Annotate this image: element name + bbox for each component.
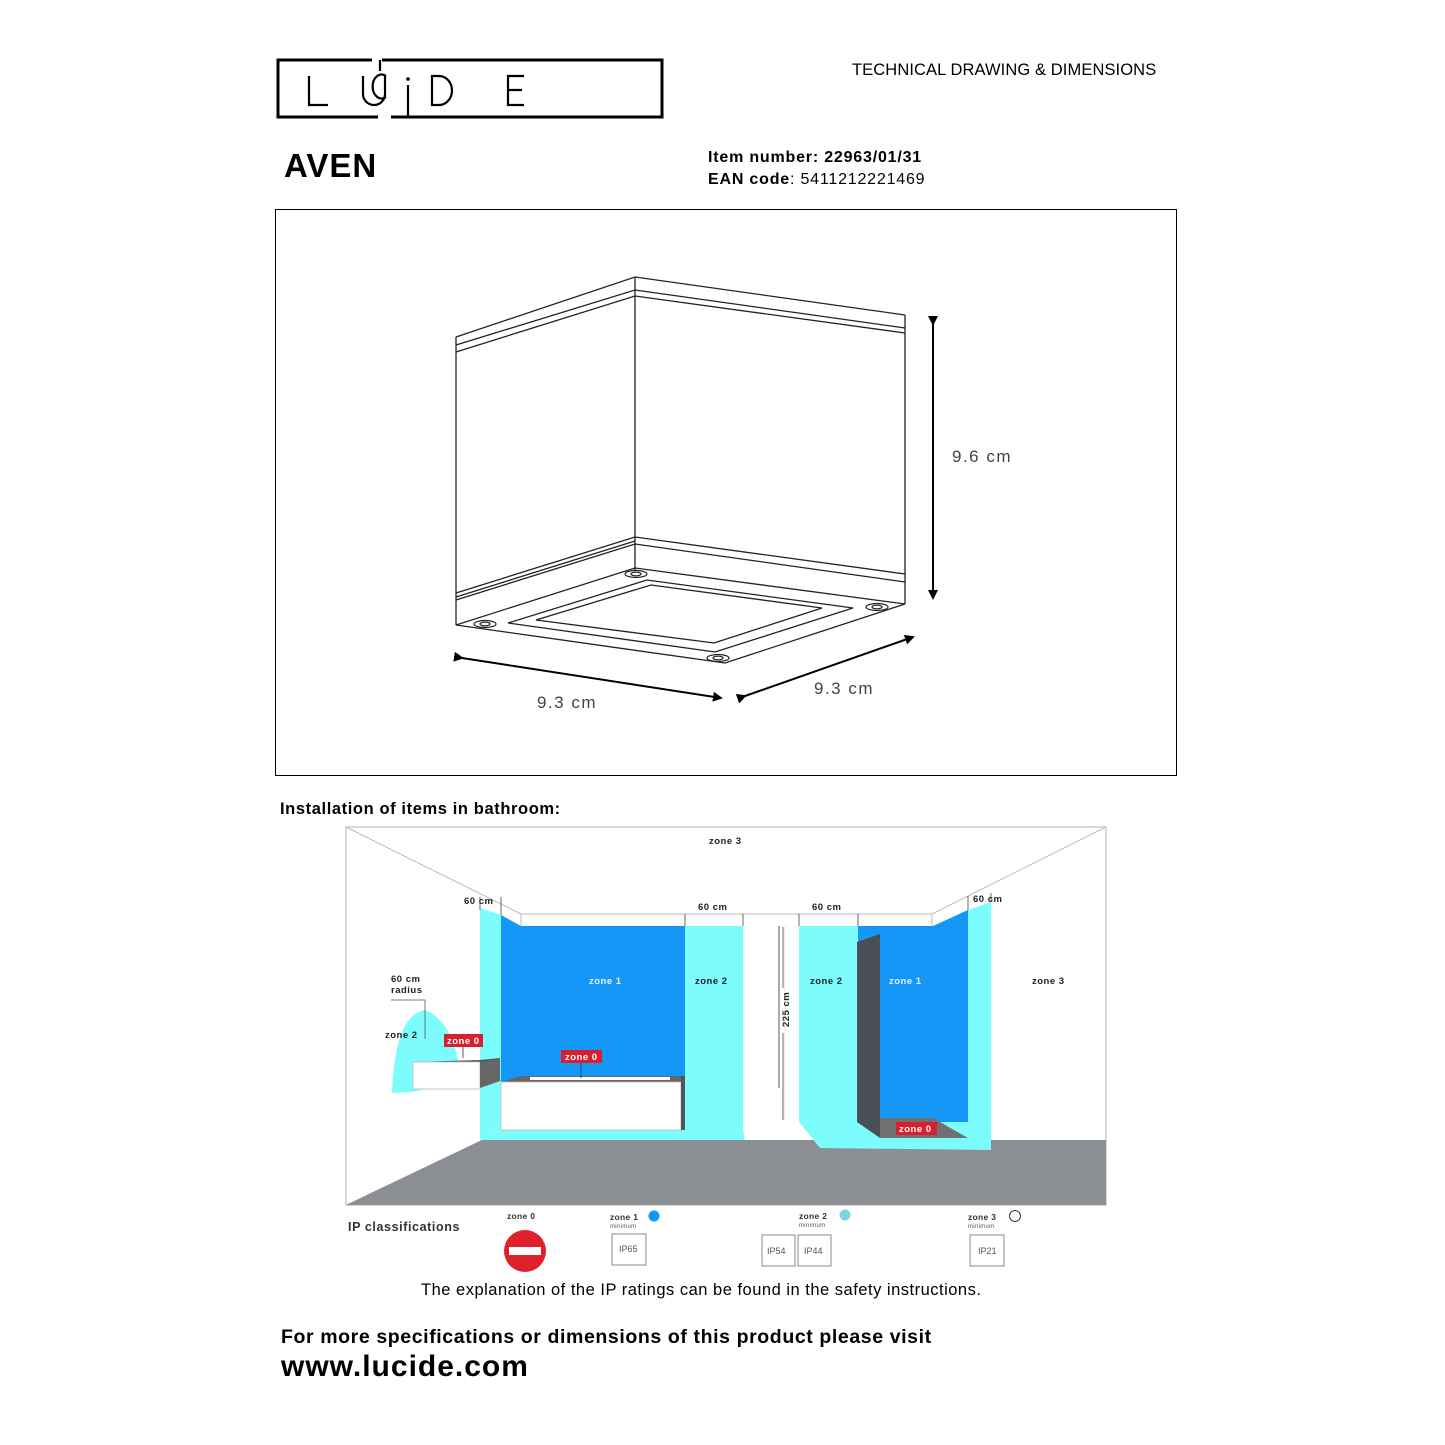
ean-value: : 5411212221469 (789, 171, 926, 188)
ip21-rating: IP21 (978, 1246, 997, 1256)
zone1-dot-icon (649, 1211, 660, 1222)
label-zone3-top: zone 3 (709, 836, 742, 847)
ip54-rating: IP54 (767, 1246, 786, 1256)
item-number-value: 22963/01/31 (824, 149, 922, 166)
sink (413, 1062, 480, 1089)
label-zone2-sink: zone 2 (385, 1030, 418, 1041)
shower-panel (857, 934, 880, 1138)
bathtub (501, 1082, 681, 1130)
label-zone0-bath: zone 0 (565, 1052, 598, 1063)
ip-title: IP classifications (348, 1220, 461, 1234)
label-zone1-shower: zone 1 (889, 976, 922, 987)
ean-code (708, 171, 925, 189)
item-number-label: Item number: (708, 149, 819, 166)
zone1-bath-wall (521, 926, 685, 1082)
ip-zone0-label: zone 0 (507, 1211, 536, 1221)
more-specs-text: For more specifications or dimensions of this product please visit (281, 1326, 932, 1348)
document-type: TECHNICAL DRAWING & DIMENSIONS (852, 61, 1157, 79)
label-radius-2: radius (391, 985, 423, 996)
label-60cm-right: 60 cm (973, 894, 1003, 905)
ip-zone3-minimum: minimum (968, 1224, 995, 1230)
cube-lamp-outline (456, 277, 905, 663)
ip-zone2-label: zone 2 (799, 1211, 828, 1221)
label-zone2-bath: zone 2 (695, 976, 728, 987)
website-link[interactable]: www.lucide.com (281, 1350, 529, 1383)
ip-ratings-note: The explanation of the IP ratings can be found in the safety instructions. (421, 1281, 982, 1299)
dimension-arrows (462, 324, 933, 698)
item-number (708, 149, 922, 167)
label-60cm-shower: 60 cm (812, 902, 842, 913)
lucide-logo (276, 45, 664, 119)
label-60cm-bath: 60 cm (698, 902, 728, 913)
product-name: AVEN (284, 147, 378, 184)
ip-zone1-label: zone 1 (610, 1212, 639, 1222)
label-radius-1: 60 cm (391, 974, 421, 985)
bathroom-zones-diagram (340, 820, 1110, 1260)
label-zone0-shower: zone 0 (899, 1124, 932, 1135)
svg-text:LUCiDE: LUCiDE (276, 45, 334, 62)
ean-label: EAN code (708, 171, 790, 188)
no-entry-icon (504, 1230, 546, 1272)
zone2-shower-side (799, 926, 858, 1122)
label-zone3-right: zone 3 (1032, 976, 1065, 987)
ip-zone3-label: zone 3 (968, 1212, 997, 1222)
ip-zone1-minimum: minimum (610, 1224, 637, 1230)
label-60cm-left: 60 cm (464, 896, 494, 907)
zone3-dot-icon (1010, 1211, 1021, 1222)
depth-dimension: 9.3 cm (814, 679, 875, 698)
technical-drawing (276, 210, 1176, 775)
ip-zone2-minimum: minimum (799, 1223, 826, 1229)
ip44-rating: IP44 (804, 1246, 823, 1256)
zone2-dot-icon (840, 1210, 851, 1221)
label-zone2-shower: zone 2 (810, 976, 843, 987)
zone2-left-strip (480, 908, 501, 1140)
width-dimension: 9.3 cm (537, 693, 598, 712)
ip65-rating: IP65 (619, 1244, 638, 1254)
label-zone0-sink: zone 0 (447, 1036, 480, 1047)
zone2-right-strip (968, 902, 991, 1150)
label-zone1-bath: zone 1 (589, 976, 622, 987)
bathroom-heading: Installation of items in bathroom: (280, 800, 561, 818)
label-225cm: 225 cm (781, 991, 792, 1027)
zone2-bath-side (685, 926, 743, 1138)
height-dimension: 9.6 cm (952, 447, 1013, 466)
